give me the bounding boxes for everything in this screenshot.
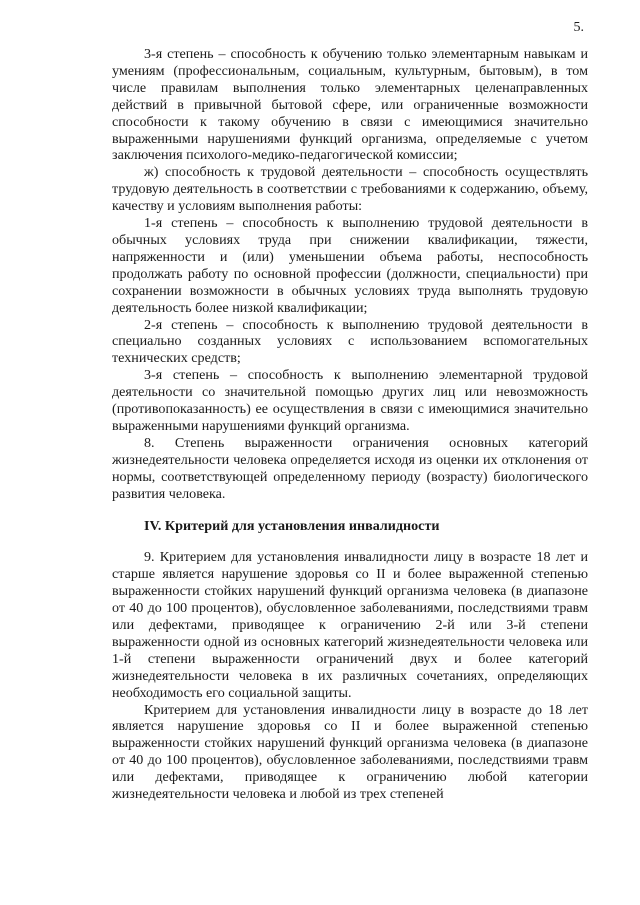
page-number: 5. (573, 20, 584, 35)
paragraph-work-ability: ж) способность к трудовой деятельности – способность осуществлять трудовую деятельность в соответствии с требованиями к содержанию, объему, качеству и условиям выполнения работы: (112, 164, 588, 215)
paragraph-item-8: 8. Степень выраженности ограничения основных категорий жизнедеятельности человека определяется исходя из оценки их отклонения от нормы, соответствующей определенному периоду (возрасту) биологического развития человека. (112, 434, 588, 502)
paragraph-item-9: 9. Критерием для установления инвалидности лицу в возрасте 18 лет и старше является нарушение здоровья со II и более выраженной степенью выраженности стойких нарушений функций организма человека (в диапазоне от 40 до 100 процентов), обусловленное заболеваниями, последствиями травм или дефектами, приводящее к ограничению 2-й или 3-й степени выраженности одной из основных категорий жизнедеятельности человека или 1-й степени выраженности ограничений двух и более категорий жизнедеятельности человека в их различных сочетаниях, определяющих необходимость его социальной защиты. (112, 549, 588, 701)
paragraph-work-degree-1: 1-я степень – способность к выполнению трудовой деятельности в обычных условиях труда при снижении квалификации, тяжести, напряженности и (или) уменьшении объема работы, неспособность продолжать работу по основной профессии (должности, специальности) при сохранении возможности в обычных условиях труда выполнять трудовую деятельность более низкой квалификации; (112, 215, 588, 316)
document-body (112, 46, 588, 803)
section-heading: IV. Критерий для установления инвалидности (144, 518, 440, 535)
paragraph-work-degree-2: 2-я степень – способность к выполнению трудовой деятельности в специально созданных условиях с использованием вспомогательных технических средств; (112, 316, 588, 367)
paragraph-work-degree-3: 3-я степень – способность к выполнению элементарной трудовой деятельности со значительной помощью других лиц или невозможность (противопоказанность) ее осуществления в связи с имеющимися значительно выраженными нарушениями функций организма. (112, 367, 588, 434)
paragraph-education-degree-3: 3-я степень – способность к обучению только элементарным навыкам и умениям (профессиональным, социальным, культурным, бытовым), в том числе правилам выполнения только элементарных целенаправленных действий в привычной бытовой сфере, или ограниченные возможности способности к такому обучению в связи с имеющимися значительно выраженными нарушениями функций организма, определяемые с учетом заключения психолого-медико-педагогической комиссии; (112, 46, 588, 164)
paragraph-criterion-under-18: Критерием для установления инвалидности лицу в возрасте до 18 лет является нарушение здоровья со II и более выраженной степенью выраженности стойких нарушений функций организма человека (в диапазоне от 40 до 100 процентов), обусловленное заболеваниями, последствиями травм или дефектами, приводящее к ограничению любой категории жизнедеятельности человека и любой из трех степеней (112, 701, 588, 803)
